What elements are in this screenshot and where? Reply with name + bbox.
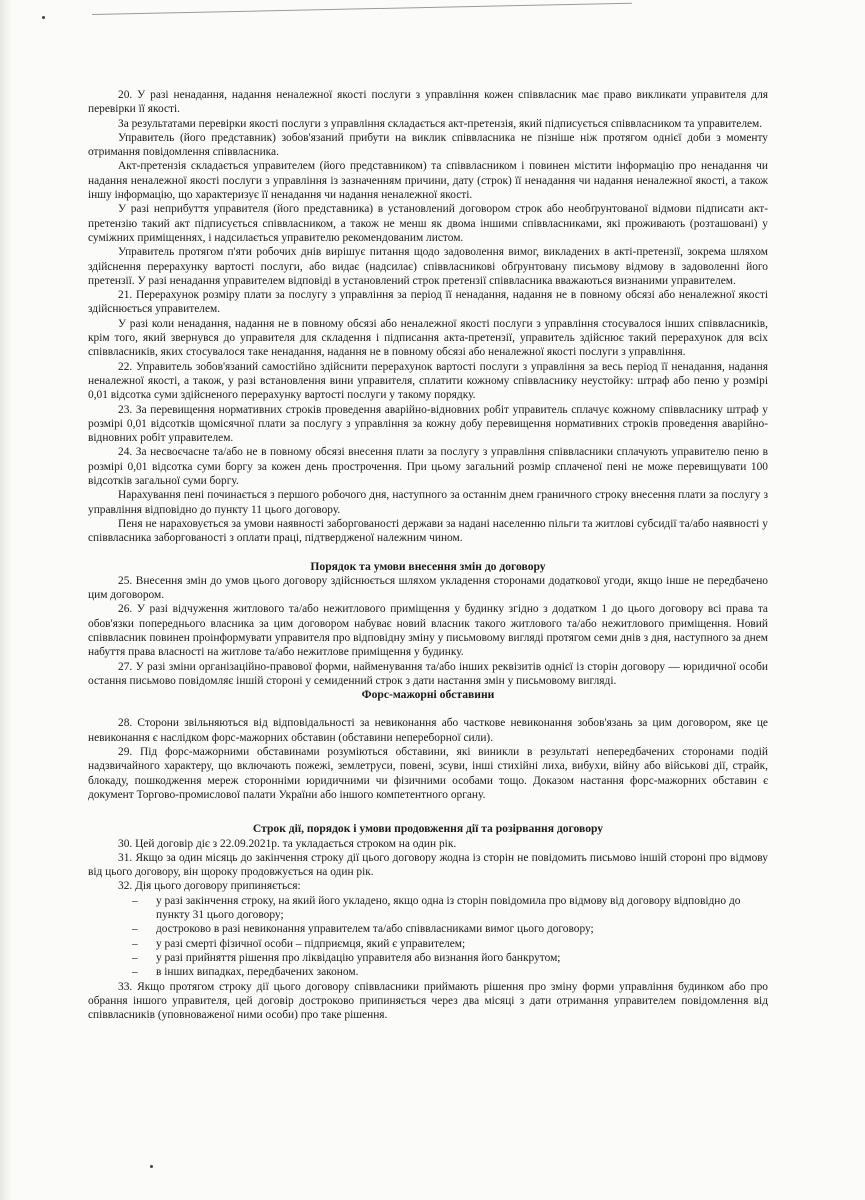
paragraph: 33. Якщо протягом строку дії цього договору співвласники приймають рішення про зміну форми управління будинком або про обрання іншого управителя, цей договір достроково припиняється через два місяці з дати отримання управителем повідомлення від співвласників (уповноваженої ними особи) про таке рішення. xyxy=(88,980,768,1022)
section-heading-changes: Порядок та умови внесення змін до договору xyxy=(310,559,546,573)
document-body xyxy=(88,88,768,1022)
paragraph: 26. У разі відчуження житлового та/або нежитлового приміщення у будинку згідно з додатком 1 до цього договору всі права та обов'язки попереднього власника за цим договором набуває новий власник такого житлового та/або нежитлового приміщення. Новий співвласник повинен проінформувати управителя про відповідну зміну у письмовому вигляді протягом семи днів з дня, наступного за днем набуття права власності на житлове та/або нежитлове приміщення у будинку. xyxy=(88,603,768,659)
paragraph: 29. Під форс-мажорними обставинами розуміються обставини, які виникли в результаті непередбачених сторонами подій надзвичайного характеру, що включають пожежі, землетруси, повені, зсуви, інші стихійні лиха, вибухи, війну або військові дії, страйк, блокаду, пошкодження мереж сторонніми юридичними чи фізичними особами тощо. Доказом настання форс-мажорних обставин є документ Торгово-промислової палати України або іншого компетентного органу. xyxy=(88,746,768,801)
section-heading-force-majeure: Форс-мажорні обставини xyxy=(361,688,495,702)
list-item: – у разі закінчення строку, на який його укладено, якщо одна із сторін повідомила про відмову від договору відповідно до пункту 31 цього договору; xyxy=(132,894,768,923)
paragraph: 21. Перерахунок розміру плати за послугу з управління за період її ненадання, надання не в повному обсязі або неналежної якості здійснюється управителем. xyxy=(88,289,768,316)
paragraph: Нарахування пені починається з першого робочого дня, наступного за останнім днем граничного строку внесення плати за послугу з управління відповідно до пункту 11 цього договору. xyxy=(88,489,768,516)
paragraph: Управитель протягом п'яти робочих днів вирішує питання щодо задоволення вимог, викладених в акті-претензії, зокрема шляхом здійснення перерахунку вартості послуги, або видає (надсилає) співвласникові обґрунтовану письмову відмову в задоволенні його претензії. У разі ненадання управителем відповіді в установлений строк претензії співвласника вважаються визнаними управителем. xyxy=(88,246,768,287)
paragraph: У разі коли ненадання, надання не в повному обсязі або неналежної якості послуги з управління стосувалося інших співвласників, крім того, який звернувся до управителя для складення і підписання акта-претензії, управитель здійснює такий перерахунок для всіх співвласників, яких стосувалося таке ненадання, надання не в повному обсязі або неналежної якості послуги з управління. xyxy=(88,317,768,359)
termination-list xyxy=(88,894,768,980)
paragraph: 27. У разі зміни організаційно-правової форми, найменування та/або інших реквізитів однієї із сторін договору — юридичної особи остання письмово повідомляє іншій стороні у семиденний строк з дати настання змін у письмовому вигляді. xyxy=(88,660,768,687)
page-edge-shadow xyxy=(0,0,12,1200)
list-item: – у разі смерті фізичної особи – підприємця, який є управителем; xyxy=(132,937,768,951)
paragraph: 30. Цей договір діє з 22.09.2021р. та укладається строком на один рік. xyxy=(118,837,457,850)
list-item: – в інших випадках, передбачених законом. xyxy=(132,965,768,979)
paragraph: 25. Внесення змін до умов цього договору здійснюється шляхом укладення сторонами додаткової угоди, якщо інше не передбачено цим договором. xyxy=(88,574,768,602)
paragraph: 24. За несвоєчасне та/або не в повному обсязі внесення плати за послугу з управління співвласники сплачують управителю пеню в розмірі 0,01 відсотка суми боргу за кожен день прострочення. При цьому загальний розмір сплаченої пені не може перевищувати 100 відсотків загальної суми боргу. xyxy=(88,446,768,488)
paragraph: 23. За перевищення нормативних строків проведення аварійно-відновних робіт управитель сплачує кожному співвласнику штраф у розмірі 0,01 відсотків щомісячної плати за послугу з управління за кожну добу перевищення нормативних строків проведення аварійно-відновних робіт управителем. xyxy=(88,403,768,445)
paragraph: 32. Дія цього договору припиняється: xyxy=(118,880,301,893)
scan-speck xyxy=(42,16,45,19)
paragraph: 28. Сторони звільняються від відповідальності за невиконання або часткове невиконання зобов'язань за цим договором, яке це невиконання є наслідком форс-мажорних обставин (обставини непереборної сили). xyxy=(88,717,768,744)
section-heading-term: Строк дії, порядок і умови продовження дії та розірвання договору xyxy=(252,822,604,836)
paragraph: 31. Якщо за один місяць до закінчення строку дії цього договору жодна із сторін не повідомить письмово іншій стороні про відмову від цього договору, він щороку продовжується на один рік. xyxy=(88,851,768,879)
paragraph: 22. Управитель зобов'язаний самостійно здійснити перерахунок вартості послуги з управління за весь період її ненадання, надання неналежної якості, а також, у разі встановлення вини управителя, сплатити кожному співвласнику неустойку: штраф або пеню у розмірі 0,01 відсотка суми здійсненого перерахунку вартості послуги у такому порядку. xyxy=(88,360,768,402)
paragraph: Пеня не нараховується за умови наявності заборгованості держави за надані населенню пільги та житлові субсидії та/або наявності у співвласника заборгованості з оплати праці, підтвердженої належним чином. xyxy=(88,517,768,545)
paragraph: За результатами перевірки якості послуги з управління складається акт-претензія, який підписується співвласником та управителем. xyxy=(118,117,763,130)
paragraph: Управитель (його представник) зобов'язаний прибути на виклик співвласника не пізніше ніж протягом однієї доби з моменту отримання повідомлення співвласника. xyxy=(88,131,768,159)
paragraph: Акт-претензія складається управителем (його представником) та співвласником і повинен містити інформацію про ненадання чи надання неналежної якості послуги з управління із зазначенням причини, дату (строк) її ненадання чи надання неналежної якості, а також іншу інформацію, що характеризує її ненадання чи надання неналежної якості. xyxy=(88,160,768,202)
list-item: – у разі прийняття рішення про ліквідацію управителя або визнання його банкрутом; xyxy=(132,951,768,965)
scan-speck xyxy=(150,1165,153,1168)
paragraph: 20. У разі ненадання, надання неналежної якості послуги з управління кожен співвласник має право викликати управителя для перевірки її якості. xyxy=(88,89,768,116)
list-item: – достроково в разі невиконання управителем та/або співвласниками вимог цього договору; xyxy=(132,922,768,936)
paragraph: У разі неприбуття управителя (його представника) в установлений договором строк або необґрунтованої відмови підписати акт-претензію такий акт підписується співвласником, а також не менш як двома іншими співвласниками, які проживають (розташовані) у суміжних приміщеннях, і надсилається управителю рекомендованим листом. xyxy=(88,203,768,244)
scan-fold-line xyxy=(92,3,632,15)
